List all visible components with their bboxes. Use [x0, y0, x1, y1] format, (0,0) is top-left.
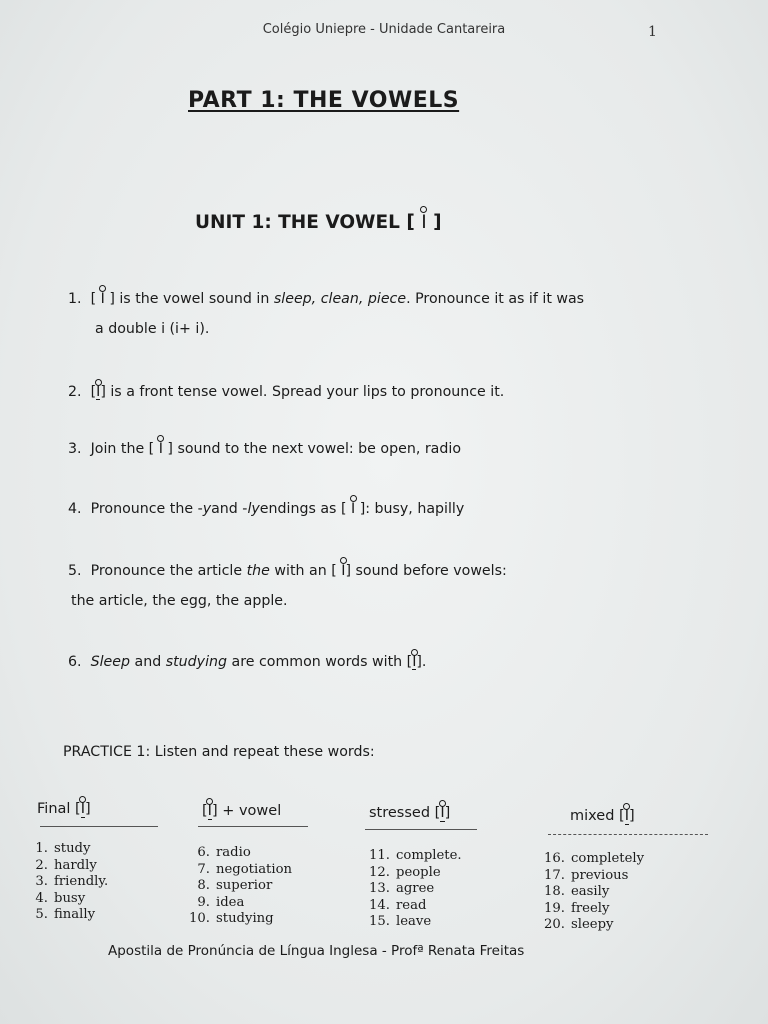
- item-number: 13.: [369, 881, 390, 897]
- page-title: PART 1: THE VOWELS: [188, 88, 460, 113]
- page-header: Colégio Uniepre - Unidade Cantareira: [262, 22, 506, 37]
- word: finally: [54, 907, 96, 923]
- item-text: with an [: [269, 563, 342, 579]
- list-item: [26, 891, 108, 908]
- item-text: and: [130, 654, 166, 670]
- item-number: 11.: [369, 848, 390, 863]
- word: completely: [571, 851, 645, 866]
- list-item: [543, 851, 644, 868]
- list-item: [543, 868, 644, 885]
- rule-item-2: [68, 384, 504, 400]
- item-number: 7.: [197, 861, 210, 877]
- vowel-symbol: I: [351, 501, 356, 517]
- item-number: 14.: [369, 897, 390, 913]
- item-number: 5.: [35, 907, 48, 923]
- item-number: 17.: [544, 867, 565, 883]
- column-header-plus-vowel: [202, 803, 281, 820]
- column-header-text: ]: [628, 808, 635, 824]
- list-item: [26, 858, 108, 875]
- item-text: ] is the vowel sound in: [104, 291, 274, 307]
- unit-heading: [195, 212, 442, 233]
- item-text: ] sound before vowels:: [345, 563, 507, 579]
- column-divider: [548, 834, 708, 835]
- list-item: [368, 881, 462, 898]
- vowel-symbol: I: [100, 291, 105, 307]
- word-list-mixed: [543, 851, 644, 934]
- word: leave: [396, 914, 432, 930]
- item-number: 2.: [68, 384, 82, 400]
- vowel-symbol: I: [96, 384, 101, 400]
- item-text: . Pronounce it as if it was: [406, 291, 585, 307]
- word: read: [396, 897, 427, 913]
- item-emphasis: y: [202, 501, 212, 517]
- list-item: [368, 898, 462, 915]
- list-item: [543, 901, 644, 918]
- word: previous: [571, 867, 629, 883]
- item-number: 8.: [197, 878, 210, 894]
- item-number: 16.: [544, 851, 565, 866]
- item-emphasis: ly: [247, 501, 260, 517]
- list-item: [188, 911, 292, 928]
- column-divider: [365, 829, 477, 830]
- word: radio: [216, 845, 251, 860]
- item-number: 6.: [197, 845, 210, 860]
- item-text: ]: busy, hapilly: [355, 501, 465, 517]
- list-item: [26, 841, 108, 858]
- item-text: [: [90, 384, 97, 400]
- rule-item-1-continued: a double i (i+ i).: [95, 321, 210, 337]
- column-header-text: ] + vowel: [211, 803, 282, 819]
- item-number: 4.: [68, 501, 82, 517]
- list-item: [368, 848, 462, 865]
- word: hardly: [54, 857, 97, 873]
- column-header-text: [: [202, 803, 208, 819]
- item-text: Pronounce the -: [90, 501, 203, 517]
- item-text: endings as [: [259, 501, 351, 517]
- list-item: [188, 845, 292, 862]
- word: easily: [571, 884, 610, 900]
- vowel-symbol: I: [412, 654, 417, 670]
- item-number: 20.: [544, 917, 565, 933]
- list-item: [543, 884, 644, 901]
- word: friendly.: [54, 874, 109, 890]
- item-number: 15.: [369, 914, 390, 930]
- vowel-symbol: I: [80, 801, 85, 817]
- column-header-text: ]: [444, 805, 451, 821]
- item-emphasis: sleep, clean, piece: [273, 291, 407, 307]
- column-header-text: stressed [: [369, 805, 441, 821]
- item-number: 19.: [544, 900, 565, 916]
- column-header-text: Final [: [37, 801, 81, 817]
- vowel-symbol: I: [624, 808, 629, 824]
- rule-item-4: [68, 501, 464, 517]
- item-text: ] is a front tense vowel. Spread your lips to pronounce it.: [100, 384, 505, 400]
- word: agree: [396, 881, 435, 897]
- vowel-symbol: I: [440, 805, 445, 821]
- item-text: Join the [: [90, 441, 159, 457]
- item-number: 10.: [189, 911, 210, 927]
- item-text: ].: [416, 654, 427, 670]
- item-emphasis: Sleep: [90, 654, 130, 670]
- item-text: and -: [211, 501, 248, 517]
- rule-item-5-continued: the article, the egg, the apple.: [71, 593, 288, 609]
- list-item: [188, 862, 292, 879]
- item-text: Pronounce the article: [90, 563, 247, 579]
- word: negotiation: [216, 861, 293, 877]
- list-item: [368, 914, 462, 931]
- word: complete.: [396, 848, 462, 863]
- vowel-symbol: I: [341, 563, 346, 579]
- word: study: [54, 841, 91, 856]
- item-number: 2.: [35, 857, 48, 873]
- word: sleepy: [571, 917, 614, 933]
- practice-instruction: PRACTICE 1: Listen and repeat these words:: [63, 744, 375, 760]
- word: studying: [216, 911, 274, 927]
- list-item: [26, 907, 108, 924]
- item-number: 9.: [197, 894, 210, 910]
- rule-item-6: [68, 654, 426, 670]
- item-number: 1.: [68, 291, 82, 307]
- word-list-plus-vowel: [188, 845, 292, 928]
- item-number: 3.: [35, 874, 48, 890]
- item-text: ] sound to the next vowel: be open, radio: [162, 441, 461, 457]
- list-item: [188, 895, 292, 912]
- item-number: 1.: [35, 841, 48, 856]
- word: people: [396, 864, 441, 880]
- vowel-symbol: I: [158, 441, 163, 457]
- vowel-symbol: I: [421, 212, 427, 233]
- rule-item-1: [68, 291, 584, 307]
- item-number: 4.: [35, 890, 48, 906]
- word-list-stressed: [368, 848, 462, 931]
- page-footer: Apostila de Pronúncia de Língua Inglesa - Profª Renata Freitas: [108, 943, 525, 959]
- column-header-text: ]: [84, 801, 91, 817]
- page-number: 1: [648, 24, 657, 40]
- unit-prefix: UNIT 1: THE VOWEL [: [195, 212, 422, 233]
- vowel-symbol: I: [207, 803, 212, 819]
- list-item: [26, 874, 108, 891]
- column-header-final: [37, 801, 91, 818]
- rule-item-5: [68, 563, 507, 579]
- column-header-text: mixed [: [570, 808, 625, 824]
- unit-suffix: ]: [426, 212, 442, 233]
- item-number: 6.: [68, 654, 82, 670]
- item-number: 5.: [68, 563, 82, 579]
- column-divider: [198, 826, 308, 827]
- word-list-final: [26, 841, 108, 924]
- list-item: [368, 865, 462, 882]
- item-emphasis: the: [246, 563, 270, 579]
- column-header-stressed: [369, 805, 450, 822]
- word: superior: [216, 878, 273, 894]
- item-emphasis: studying: [165, 654, 228, 670]
- word: busy: [54, 890, 86, 906]
- item-number: 18.: [544, 884, 565, 900]
- column-divider: [40, 826, 158, 827]
- item-text: [: [90, 291, 101, 307]
- word: idea: [216, 894, 245, 910]
- item-number: 12.: [369, 864, 390, 880]
- word: freely: [571, 900, 610, 916]
- list-item: [188, 878, 292, 895]
- rule-item-3: [68, 441, 461, 457]
- list-item: [543, 917, 644, 934]
- column-header-mixed: [570, 808, 635, 825]
- item-text: are common words with [: [227, 654, 413, 670]
- item-number: 3.: [68, 441, 82, 457]
